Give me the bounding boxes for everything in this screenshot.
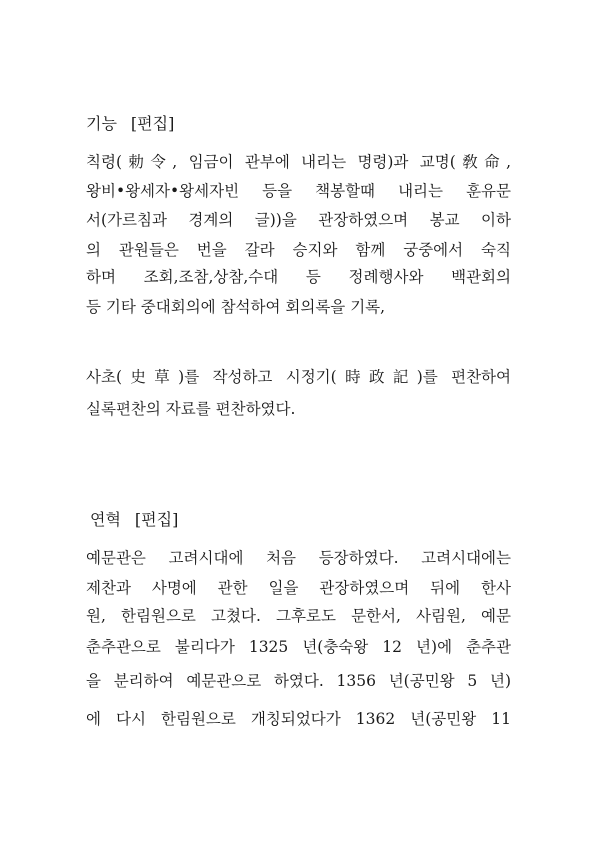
body-line: 등 기타 중대회의에 참석하여 회의록을 기록, — [86, 298, 386, 316]
body-line: 에 다시 한림원으로 개칭되었다가 1362 년(공민왕 11 — [86, 710, 511, 728]
body-line: 예문관은 고려시대에 처음 등장하였다. 고려시대에는 — [86, 549, 511, 567]
body-line: 칙령(勅令, 임금이 관부에 내리는 명령)과 교명(敎命, — [86, 153, 511, 171]
edit-link[interactable]: [편집] — [134, 510, 179, 529]
body-line: 춘추관으로 불리다가 1325 년(충숙왕 12 년)에 춘추관 — [86, 638, 511, 656]
section-heading-history — [90, 510, 178, 530]
body-line: 왕비•왕세자•왕세자빈 등을 책봉할때 내리는 훈유문 — [86, 182, 511, 200]
body-line: 하며 조회,조참,상참,수대 등 정례행사와 백관회의 — [86, 268, 511, 286]
section-heading-function — [86, 114, 174, 134]
edit-link[interactable]: [편집] — [130, 114, 175, 133]
body-line: 서(가르침과 경계의 글))을 관장하였으며 봉교 이하 — [86, 211, 511, 229]
section-title: 연혁 — [90, 510, 121, 529]
section-title: 기능 — [86, 114, 117, 133]
body-line: 제찬과 사명에 관한 일을 관장하였으며 뒤에 한사 — [86, 579, 511, 597]
body-line: 을 분리하여 예문관으로 하였다. 1356 년(공민왕 5 년) — [86, 672, 511, 690]
body-line: 의 관원들은 번을 갈라 승지와 함께 궁중에서 숙직 — [86, 241, 511, 259]
body-line: 실록편찬의 자료를 편찬하였다. — [86, 400, 296, 418]
body-line: 사초(史草)를 작성하고 시정기(時政記)를 편찬하여 — [86, 368, 511, 386]
body-line: 원, 한림원으로 고쳤다. 그후로도 문한서, 사림원, 예문 — [86, 607, 511, 625]
